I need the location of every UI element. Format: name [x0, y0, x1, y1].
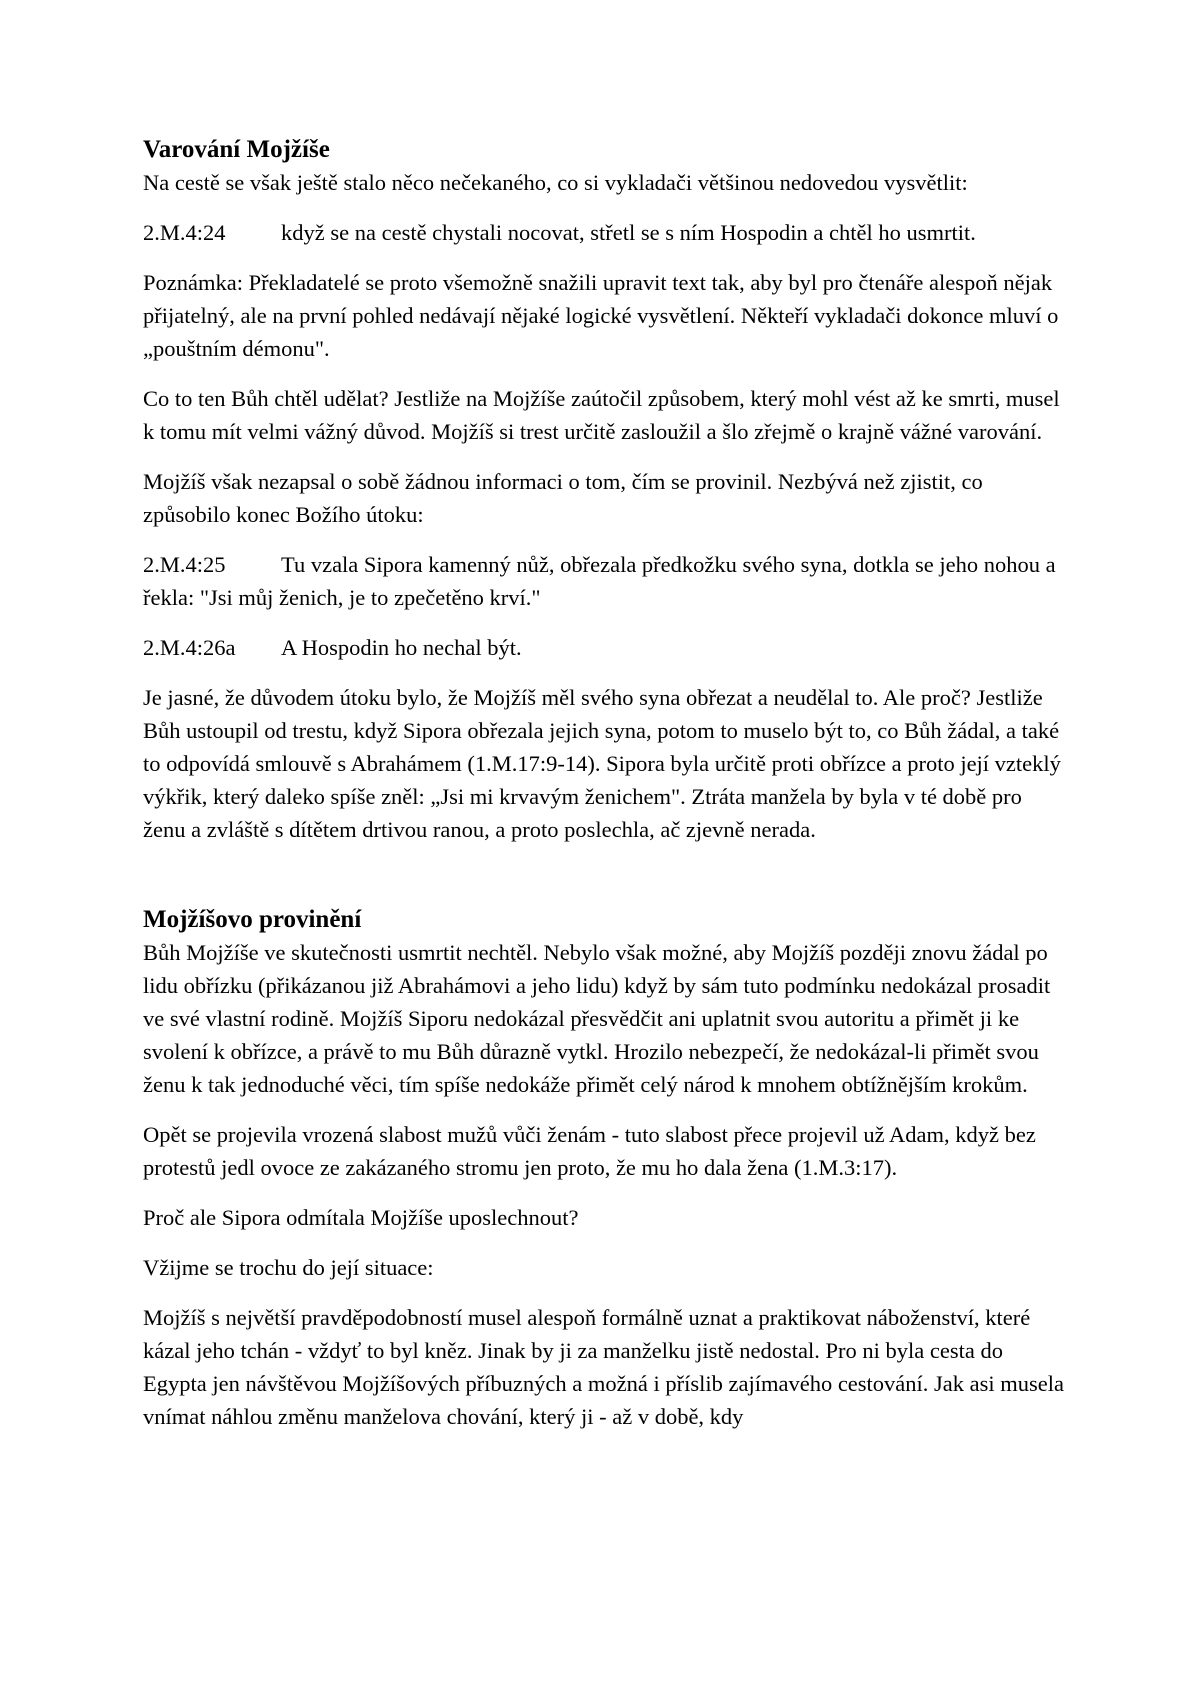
- verse-text: když se na cestě chystali nocovat, střetl se s ním Hospodin a chtěl ho usmrtit.: [281, 220, 976, 245]
- bible-verse-2m4-25: [143, 548, 1065, 614]
- section-heading-mojzisovo-provineni: Mojžíšovo provinění: [143, 906, 362, 933]
- body-paragraph-opet: Opět se projevila vrozená slabost mužů vůči ženám - tuto slabost přece projevil už Adam, když bez protestů jedl ovoce ze zakázaného stromu jen proto, že mu ho dala žena (1.M.3:17).: [143, 1122, 1036, 1180]
- section-heading-varovani-mojzise: Varování Mojžíše: [143, 136, 330, 163]
- page-content: [143, 133, 1065, 1433]
- bible-verse-2m4-24: [143, 216, 1065, 249]
- body-paragraph-jejasne: Je jasné, že důvodem útoku bylo, že Mojžíš měl svého syna obřezat a neudělal to. Ale proč? Jestliže Bůh ustoupil od trestu, když Sipora obřezala jejich syna, potom to muselo být to, co Bůh žádal, a také to odpovídá smlouvě s Abrahámem (1.M.17:9-14). Sipora byla určitě proti obřízce a proto její vzteklý výkřik, který daleko spíše zněl: „Jsi mi krvavým ženichem". Ztráta manžela by byla v té době pro ženu a zvláště s dítětem drtivou ranou, a proto poslechla, ač zjevně nerada.: [143, 685, 1061, 842]
- verse-reference: 2.M.4:24: [143, 220, 226, 245]
- body-paragraph-vzijme: Vžijme se trochu do její situace:: [143, 1255, 434, 1280]
- note-paragraph: Poznámka: Překladatelé se proto všemožně snažili upravit text tak, aby byl pro čtenáře alespoň nějak přijatelný, ale na první pohled nedávají nějaké logické vysvětlení. Někteří vykladači dokonce mluví o „pouštním démonu".: [143, 270, 1059, 361]
- intro-paragraph: Na cestě se však ještě stalo něco nečekaného, co si vykladači většinou nedovedou vysvětlit:: [143, 170, 968, 195]
- body-paragraph-question: Co to ten Bůh chtěl udělat? Jestliže na Mojžíše zaútočil způsobem, který mohl vést až ke smrti, musel k tomu mít velmi vážný důvod. Mojžíš si trest určitě zasloužil a šlo zřejmě o krajně vážné varování.: [143, 386, 1060, 444]
- body-paragraph-nezapsal: Mojžíš však nezapsal o sobě žádnou informaci o tom, čím se provinil. Nezbývá než zjistit, co způsobilo konec Božího útoku:: [143, 469, 983, 527]
- body-paragraph-buh: Bůh Mojžíše ve skutečnosti usmrtit nechtěl. Nebylo však možné, aby Mojžíš později znovu žádal po lidu obřízku (přikázanou již Abrahámovi a jeho lidu) když by sám tuto podmínku nedokázal prosadit ve své vlastní rodině. Mojžíš Siporu nedokázal přesvědčit ani uplatnit svou autoritu a přimět ji ke svolení k obřízce, a právě to mu Bůh důrazně vytkl. Hrozilo nebezpečí, že nedokázal-li přimět svou ženu k tak jednoduché věci, tím spíše nedokáže přimět celý národ k mnohem obtížnějším krokům.: [143, 940, 1051, 1097]
- body-paragraph-proc: Proč ale Sipora odmítala Mojžíše uposlechnout?: [143, 1205, 579, 1230]
- verse-text: Tu vzala Sipora kamenný nůž, obřezala předkožku svého syna, dotkla se jeho nohou a řekla: "Jsi můj ženich, je to zpečetěno krví.": [143, 552, 1056, 610]
- verse-text: A Hospodin ho nechal být.: [281, 635, 522, 660]
- body-paragraph-mojzis: Mojžíš s největší pravděpodobností musel alespoň formálně uznat a praktikovat náboženství, které kázal jeho tchán - vždyť to byl kněz. Jinak by ji za manželku jistě nedostal. Pro ni byla cesta do Egypta jen návštěvou Mojžíšových příbuzných a možná i příslib zajímavého cestování. Jak asi musela vnímat náhlou změnu manželova chování, který ji - až v době, kdy: [143, 1305, 1065, 1429]
- verse-reference: 2.M.4:26a: [143, 635, 236, 660]
- bible-verse-2m4-26a: [143, 631, 1065, 664]
- verse-reference: 2.M.4:25: [143, 552, 226, 577]
